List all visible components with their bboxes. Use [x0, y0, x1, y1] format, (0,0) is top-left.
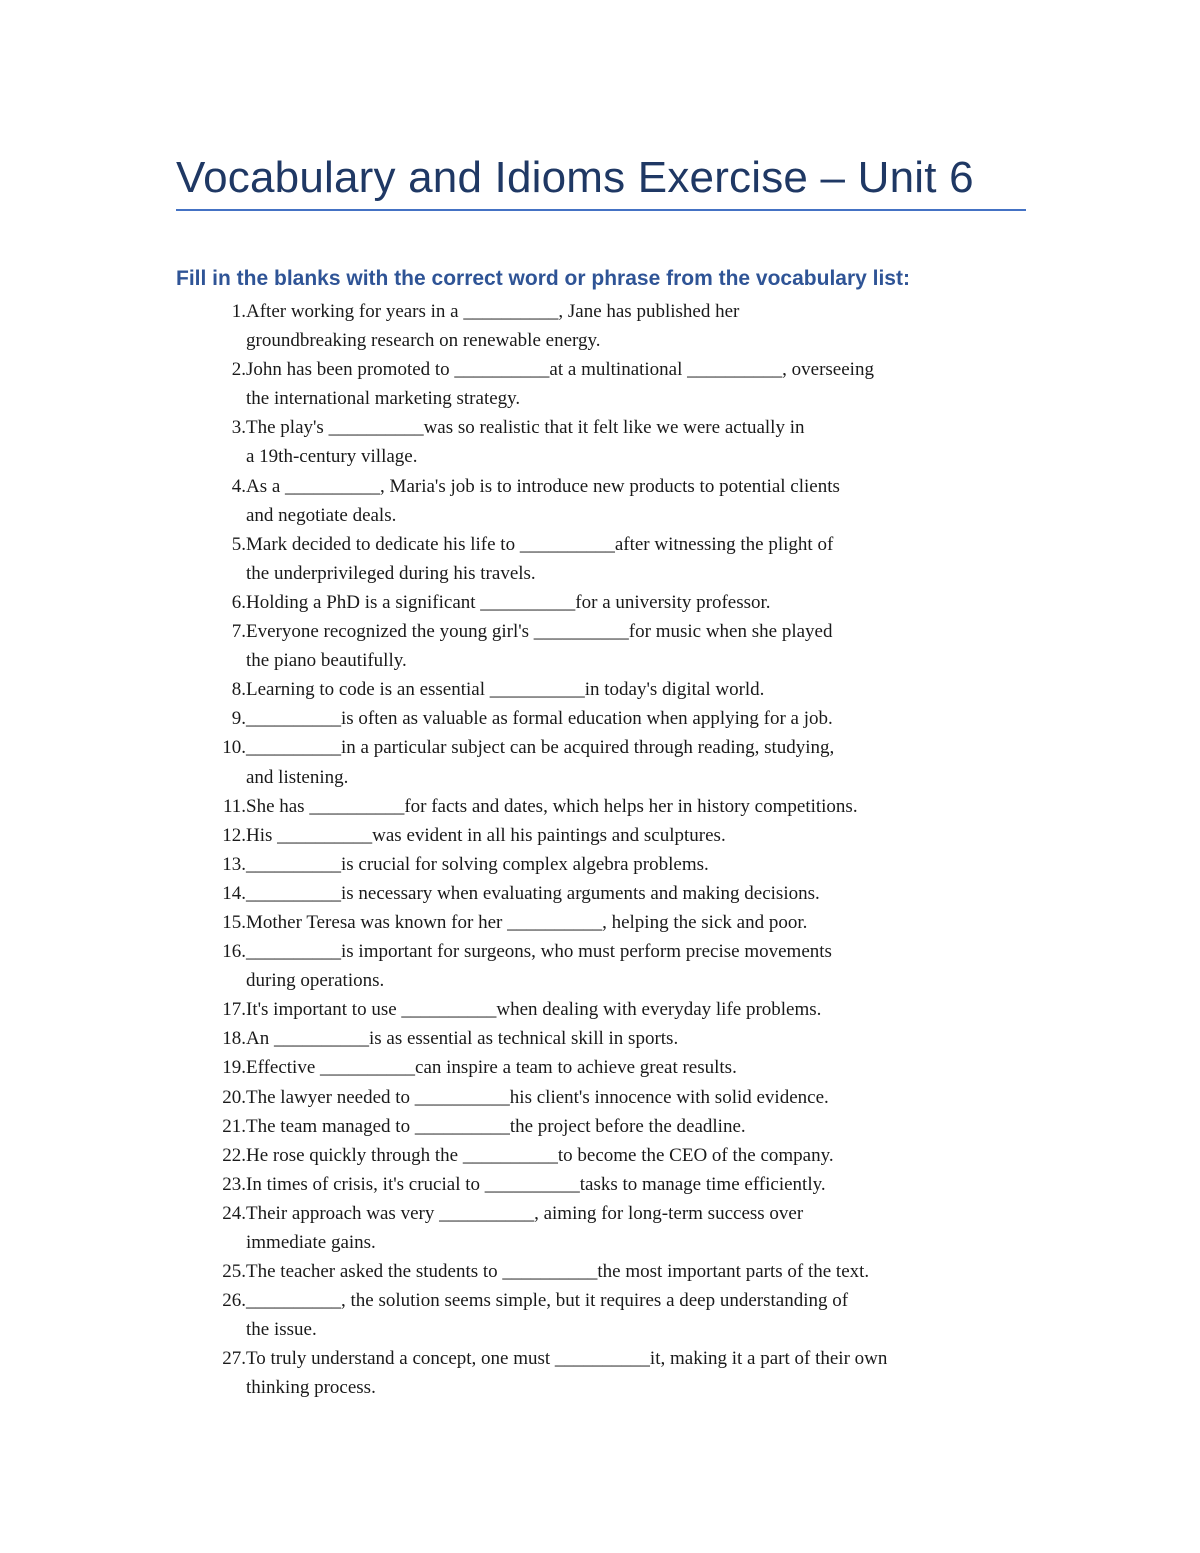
item-text: __________in a particular subject can be acquired through reading, studying, and listening.: [246, 737, 835, 788]
item-number-cell: [176, 1344, 246, 1373]
item-number-cell: [176, 733, 246, 762]
item-number-cell: [176, 704, 246, 733]
item-text: The lawyer needed to __________his client's innocence with solid evidence.: [246, 1086, 829, 1108]
exercise-item: [176, 675, 1036, 704]
item-text: Holding a PhD is a significant __________for a university professor.: [246, 591, 771, 613]
item-number: 8.: [231, 679, 246, 701]
item-number: 23.: [222, 1173, 246, 1195]
item-number-cell: [176, 850, 246, 879]
item-number: 17.: [222, 999, 246, 1021]
exercise-item: [176, 1024, 1036, 1053]
item-text: His __________was evident in all his paintings and sculptures.: [246, 824, 726, 846]
item-number-cell: [176, 1199, 246, 1228]
exercise-item: [176, 1199, 1036, 1257]
item-text: In times of crisis, it's crucial to __________tasks to manage time efficiently.: [246, 1173, 826, 1195]
page-title: Vocabulary and Idioms Exercise – Unit 6: [176, 153, 974, 202]
item-text: Mark decided to dedicate his life to __________after witnessing the plight of the underprivileged during his travels.: [246, 533, 834, 584]
item-text: __________, the solution seems simple, but it requires a deep understanding of the issue.: [246, 1290, 849, 1341]
item-text: Mother Teresa was known for her __________, helping the sick and poor.: [246, 911, 808, 933]
item-text: She has __________for facts and dates, which helps her in history competitions.: [246, 795, 858, 817]
item-number-cell: [176, 355, 246, 384]
item-number-cell: [176, 995, 246, 1024]
item-number-cell: [176, 530, 246, 559]
exercise-item: [176, 879, 1036, 908]
exercise-item: [176, 530, 1036, 588]
item-text: To truly understand a concept, one must __________it, making it a part of their own thinking process.: [246, 1348, 888, 1399]
item-number: 10.: [222, 737, 246, 759]
exercise-list: [176, 297, 1036, 1403]
item-text: Their approach was very __________, aiming for long-term success over immediate gains.: [246, 1202, 804, 1253]
item-number-cell: [176, 879, 246, 908]
item-text: After working for years in a __________, Jane has published her groundbreaking research on renewable energy.: [246, 301, 740, 352]
exercise-item: [176, 355, 1036, 413]
exercise-item: [176, 704, 1036, 733]
exercise-item: [176, 617, 1036, 675]
instructions-heading: Fill in the blanks with the correct word or phrase from the vocabulary list:: [176, 267, 910, 290]
exercise-item: [176, 1112, 1036, 1141]
exercise-item: [176, 297, 1036, 355]
exercise-item: [176, 995, 1036, 1024]
item-number: 12.: [222, 824, 246, 846]
item-number: 16.: [222, 941, 246, 963]
item-text: __________is important for surgeons, who must perform precise movements during operations.: [246, 941, 832, 992]
item-number-cell: [176, 1257, 246, 1286]
item-number-cell: [176, 588, 246, 617]
item-number-cell: [176, 1053, 246, 1082]
item-number: 14.: [222, 882, 246, 904]
item-number: 9.: [231, 708, 246, 730]
item-number: 4.: [231, 475, 246, 497]
item-number: 5.: [231, 533, 246, 555]
item-number: 2.: [231, 359, 246, 381]
item-text: John has been promoted to __________at a multinational __________, overseeing the international marketing strategy.: [246, 359, 874, 410]
item-number-cell: [176, 297, 246, 326]
exercise-item: [176, 733, 1036, 791]
item-number-cell: [176, 792, 246, 821]
item-text: The team managed to __________the project before the deadline.: [246, 1115, 746, 1137]
exercise-item: [176, 1257, 1036, 1286]
item-number: 24.: [222, 1202, 246, 1224]
exercise-item: [176, 1141, 1036, 1170]
item-number-cell: [176, 937, 246, 966]
exercise-item: [176, 908, 1036, 937]
item-text: The play's __________was so realistic that it felt like we were actually in a 19th-century village.: [246, 417, 805, 468]
item-text: __________is necessary when evaluating arguments and making decisions.: [246, 882, 820, 904]
item-text: __________is often as valuable as formal education when applying for a job.: [246, 708, 833, 730]
item-number-cell: [176, 472, 246, 501]
item-number: 19.: [222, 1057, 246, 1079]
item-number-cell: [176, 821, 246, 850]
exercise-item: [176, 1344, 1036, 1402]
exercise-item: [176, 1053, 1036, 1082]
item-number-cell: [176, 1112, 246, 1141]
item-number: 1.: [231, 301, 246, 322]
exercise-item: [176, 850, 1036, 879]
title-underline: [176, 209, 1026, 211]
item-number: 21.: [222, 1115, 246, 1137]
item-number: 27.: [222, 1348, 246, 1370]
exercise-item: [176, 792, 1036, 821]
item-number: 7.: [231, 621, 246, 643]
exercise-item: [176, 937, 1036, 995]
item-text: It's important to use __________when dealing with everyday life problems.: [246, 999, 822, 1021]
item-number: 11.: [222, 795, 246, 817]
item-number: 6.: [231, 591, 246, 613]
item-text: He rose quickly through the __________to become the CEO of the company.: [246, 1144, 834, 1166]
item-number-cell: [176, 1024, 246, 1053]
item-number-cell: [176, 1286, 246, 1315]
exercise-item: [176, 1286, 1036, 1344]
item-text: As a __________, Maria's job is to introduce new products to potential clients and negotiate deals.: [246, 475, 840, 526]
item-text: Everyone recognized the young girl's __________for music when she played the piano beautifully.: [246, 621, 833, 672]
item-number: 20.: [222, 1086, 246, 1108]
item-number-cell: [176, 908, 246, 937]
item-number-cell: [176, 1170, 246, 1199]
exercise-item: [176, 413, 1036, 471]
item-number: 3.: [231, 417, 246, 439]
item-text: The teacher asked the students to __________the most important parts of the text.: [246, 1261, 870, 1283]
exercise-item: [176, 472, 1036, 530]
item-text: An __________is as essential as technical skill in sports.: [246, 1028, 679, 1050]
item-text: Learning to code is an essential __________in today's digital world.: [246, 679, 765, 701]
exercise-item: [176, 821, 1036, 850]
item-text: Effective __________can inspire a team to achieve great results.: [246, 1057, 737, 1079]
exercise-item: [176, 588, 1036, 617]
item-number: 22.: [222, 1144, 246, 1166]
exercise-item: [176, 1083, 1036, 1112]
item-number-cell: [176, 1141, 246, 1170]
item-text: __________is crucial for solving complex algebra problems.: [246, 853, 709, 875]
exercise-item: [176, 1170, 1036, 1199]
item-number-cell: [176, 675, 246, 704]
item-number-cell: [176, 413, 246, 442]
item-number-cell: [176, 1083, 246, 1112]
item-number: 13.: [222, 853, 246, 875]
item-number: 15.: [222, 911, 246, 933]
item-number: 18.: [222, 1028, 246, 1050]
item-number-cell: [176, 617, 246, 646]
item-number: 25.: [222, 1261, 246, 1283]
item-number: 26.: [222, 1290, 246, 1312]
